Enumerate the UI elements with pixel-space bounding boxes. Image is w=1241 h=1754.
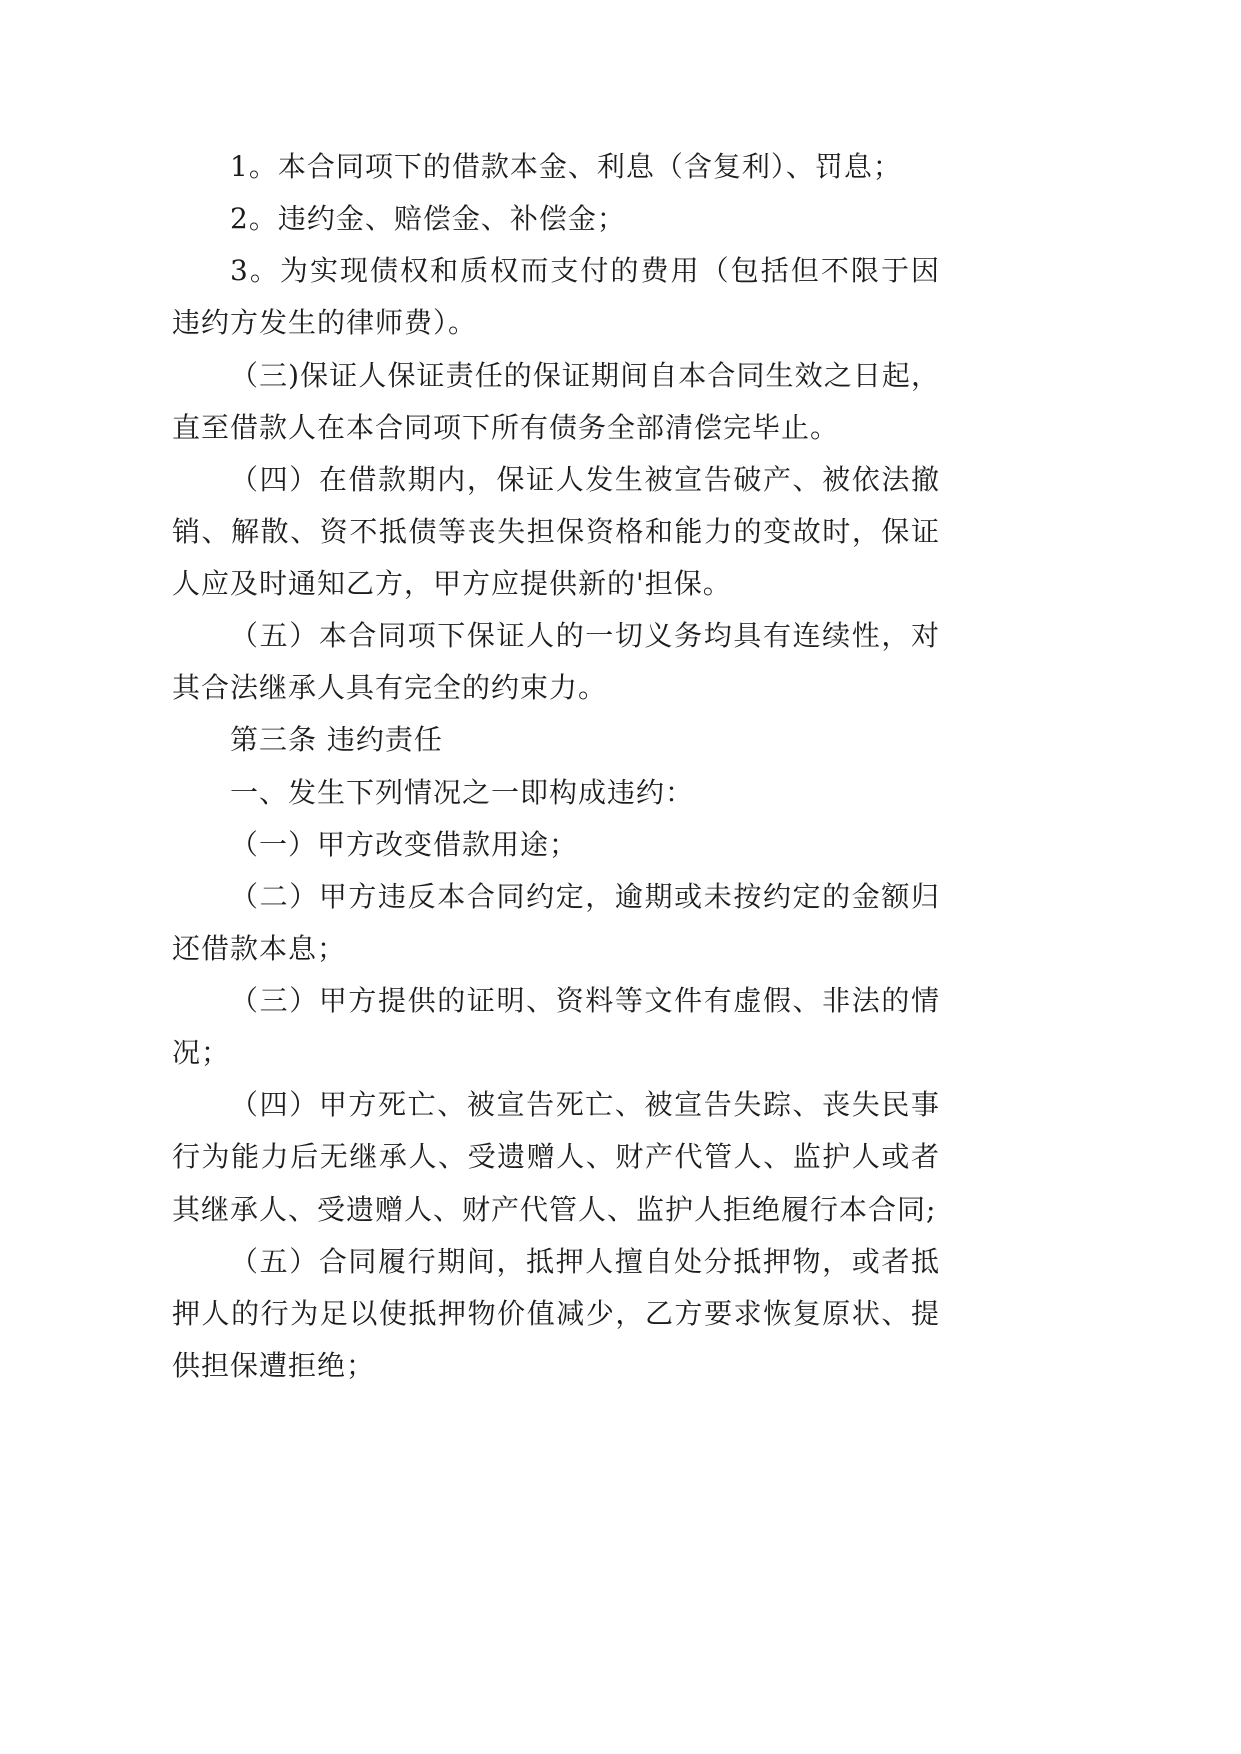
text-line: （四）甲方死亡、被宣告死亡、被宣告失踪、丧失民事	[230, 1088, 940, 1122]
text-line: （三）甲方提供的证明、资料等文件有虚假、非法的情	[230, 984, 940, 1017]
paragraph-breach-5	[172, 1236, 940, 1392]
text-line: 押人的行为足以使抵押物价值减少，乙方要求恢复原状、提	[172, 1296, 940, 1330]
paragraph-guarantor-change	[172, 454, 940, 610]
paragraph-breach-2	[172, 871, 940, 975]
paragraph-item-2	[172, 193, 940, 245]
text-line: 其继承人、受遗赠人、财产代管人、监护人拒绝履行本合同;	[172, 1192, 937, 1226]
text-line: （二）甲方违反本合同约定，逾期或未按约定的金额归	[230, 879, 940, 913]
text-line: 2。违约金、赔偿金、补偿金；	[230, 202, 626, 236]
text-line: 供担保遭拒绝；	[172, 1348, 376, 1382]
text-line: （一）甲方改变借款用途；	[230, 827, 579, 861]
section-heading	[172, 714, 940, 766]
text-line: 其合法继承人具有完全的约束力。	[172, 671, 608, 705]
text-line: 行为能力后无继承人、受遗赠人、财产代管人、监护人或者	[172, 1140, 940, 1174]
text-line: 违约方发生的律师费）。	[172, 306, 478, 340]
paragraph-guarantee-period	[172, 350, 940, 454]
paragraph-item-1	[172, 141, 940, 193]
paragraph-item-3	[172, 245, 940, 349]
text-line: （四）在借款期内，保证人发生被宣告破产、被依法撤	[230, 462, 940, 496]
text-line: 人应及时通知乙方，甲方应提供新的'担保。	[172, 567, 732, 600]
text-line: 销、解散、资不抵债等丧失担保资格和能力的变故时，保证	[172, 514, 940, 548]
text-line: （五）本合同项下保证人的一切义务均具有连续性，对	[230, 619, 940, 653]
text-line: 一、发生下列情况之一即构成违约：	[230, 775, 695, 809]
text-line: （三)保证人保证责任的保证期间自本合同生效之日起，	[230, 358, 940, 392]
document-body	[172, 141, 940, 1392]
paragraph-breach-4	[172, 1079, 940, 1235]
paragraph-continuity	[172, 610, 940, 714]
text-line: 况；	[172, 1036, 231, 1070]
text-line: 1。本合同项下的借款本金、利息（含复利）、罚息；	[230, 150, 902, 183]
text-line: 3。为实现债权和质权而支付的费用（包括但不限于因	[230, 254, 940, 288]
paragraph-breach-3	[172, 975, 940, 1079]
text-line: （五）合同履行期间，抵押人擅自处分抵押物，或者抵	[230, 1244, 940, 1278]
text-line: 还借款本息；	[172, 931, 347, 965]
paragraph-breach-intro	[172, 767, 940, 819]
article-title: 第三条 违约责任	[230, 723, 443, 757]
paragraph-breach-1	[172, 819, 940, 871]
text-line: 直至借款人在本合同项下所有债务全部清偿完毕止。	[172, 410, 840, 444]
